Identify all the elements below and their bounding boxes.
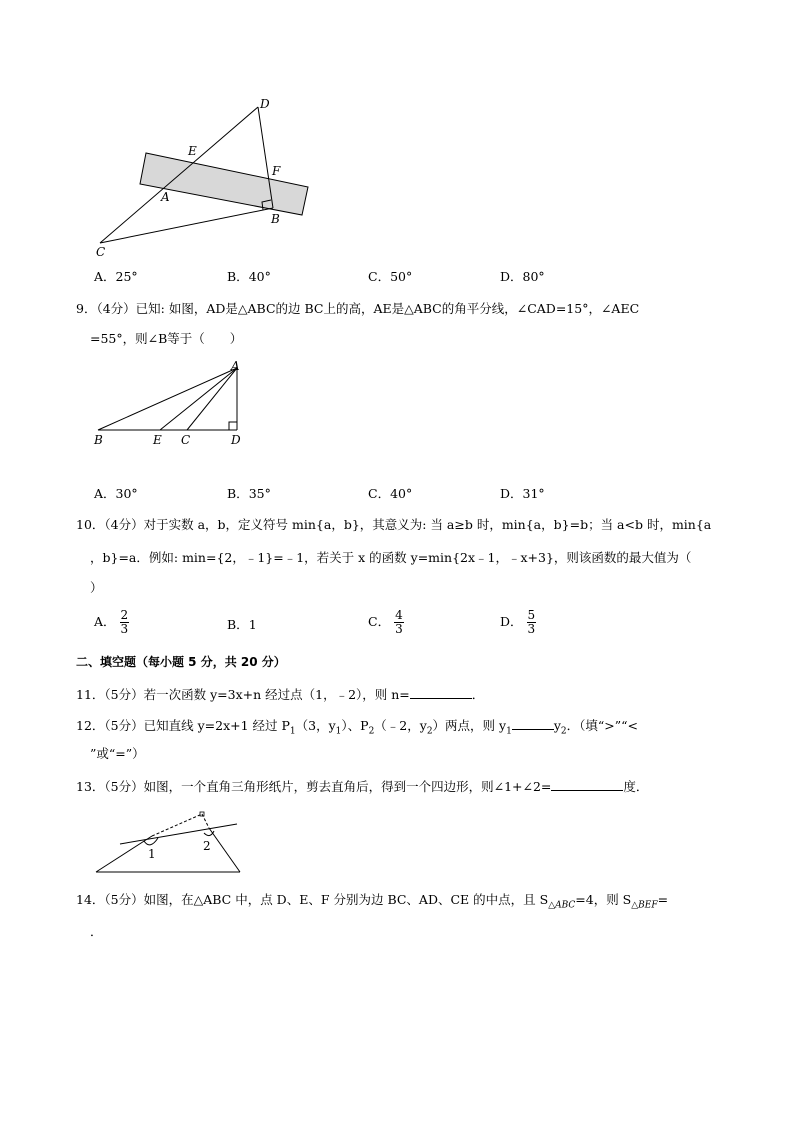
q10-option-d: D． $\frac{5}{3}$ [500, 608, 536, 636]
q8-option-b: B．40° [227, 269, 271, 284]
q12-stem-line2: ”或“=”） [90, 746, 145, 761]
q9-line-ab [98, 368, 237, 430]
q9-line-ae [160, 368, 237, 430]
q10-option-b: B．1 [227, 617, 257, 632]
q8-label-f: F [272, 164, 281, 178]
q9-stem-line1: 9．（4分）已知: 如图，AD是△ABC的边 BC上的高，AE是△ABC的角平分线，∠CAD=15°，∠AEC [76, 301, 640, 316]
q8-option-c: C．50° [368, 269, 413, 284]
q13-stem: 13．（5分）如图，一个直角三角形纸片，剪去直角后，得到一个四边形，则∠1+∠2= 度． [76, 779, 649, 794]
q9-stem-line2: =55°，则∠B等于（ ） [90, 331, 243, 346]
q9-label-d: D [231, 433, 241, 446]
q10-option-d-fraction: $\frac{5}{3}$ [527, 608, 536, 636]
q10-stem-line1: 10．（4分）对于实数 a，b，定义符号 min{a，b}，其意义为: 当 a≥b 时，min{a，b}=b；当 a<b 时，min{a [76, 517, 712, 532]
q13-answer-blank[interactable] [551, 780, 623, 791]
q9-label-a: A [231, 359, 240, 373]
q8-label-b: B [271, 212, 280, 226]
q10-option-c: C． $\frac{4}{3}$ [368, 608, 403, 636]
q13-left-side [96, 836, 152, 872]
q12-stem-line1: 12．（5分）已知直线 y=2x+1 经过 $P_1(3$，$y_1$）、$P_2(﹣2$，$y_2$）两点，则 $y_1$ $y_2$．（填“>”“< [76, 718, 638, 737]
q10-stem-line2: ，b}=a．例如: min={2，﹣1}=﹣1，若关于 x 的函数 y=min{2x﹣1，﹣x+3}，则该函数的最大值为（ [90, 550, 692, 565]
q11-answer-blank[interactable] [410, 688, 472, 699]
q13-label-1: 1 [148, 847, 156, 861]
q14-stem-line2: ． [90, 924, 103, 939]
q8-label-d: D [260, 97, 270, 111]
q13-dashed-left [152, 814, 202, 836]
q9-label-c: C [181, 433, 191, 446]
q9-figure [90, 358, 250, 446]
q9-option-d: D．31° [500, 486, 545, 501]
q14-stem-line1: 14．（5分）如图，在△ABC 中，点 D、E、F 分别为边 BC、AD、CE 的中点，且 $S_{\triangle ABC}=4$，则 $S_{\triangle BEF}=$ [76, 892, 669, 911]
q9-option-a: A．30° [94, 486, 138, 501]
q8-figure [90, 95, 320, 265]
q9-option-b: B．35° [227, 486, 271, 501]
q12-answer-blank[interactable] [512, 719, 554, 730]
q13-cut-line [120, 824, 237, 844]
section2-title: 二、填空题（每小题 5 分，共 20 分） [76, 655, 286, 669]
q10-option-a-fraction: $\frac{2}{3}$ [120, 608, 129, 636]
q8-label-a: A [161, 190, 170, 204]
q10-option-c-fraction: $\frac{4}{3}$ [395, 608, 403, 636]
q13-right-side [209, 828, 240, 872]
q9-option-c: C．40° [368, 486, 413, 501]
q8-label-c: C [96, 245, 106, 259]
q8-option-a: A．25° [94, 269, 138, 284]
q8-option-d: D．80° [500, 269, 545, 284]
q13-angle-2-arc [204, 831, 214, 836]
q10-option-a: A． $\frac{2}{3}$ [94, 608, 129, 636]
q8-label-e: E [188, 144, 197, 158]
q8-line-cb [100, 208, 273, 243]
q9-right-angle-mark [229, 422, 237, 430]
q13-label-2: 2 [203, 839, 211, 853]
q11-stem: 11．（5分）若一次函数 y=3x+n 经过点（1，﹣2），则 n= ． [76, 687, 485, 702]
q9-line-ac [187, 368, 237, 430]
q13-figure [92, 808, 252, 878]
q9-label-b: B [94, 433, 103, 446]
q8-ruler-strip [140, 153, 308, 215]
q9-label-e: E [153, 433, 162, 446]
q10-stem-line3: ） [90, 580, 103, 595]
